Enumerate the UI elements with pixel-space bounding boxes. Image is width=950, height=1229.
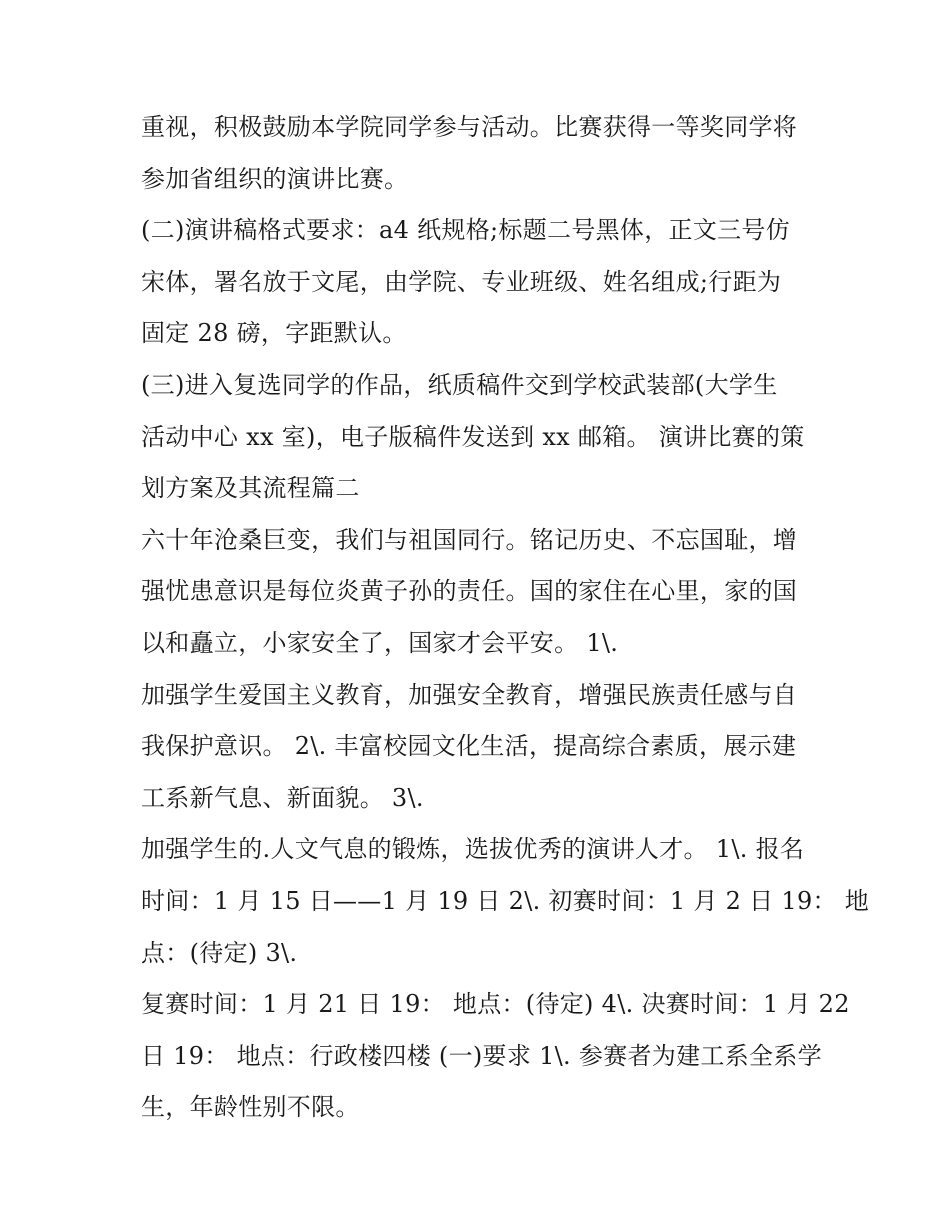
text-line: (二)演讲稿格式要求：a4 纸规格;标题二号黑体，正文三号仿 <box>141 216 791 245</box>
text-line: 固定 28 磅，字距默认。 <box>141 319 407 348</box>
text-line: 时间：1 月 15 日——1 月 19 日 2\. 初赛时间：1 月 2 日 19： 地 <box>141 886 870 915</box>
text-line: 加强学生爱国主义教育，加强安全教育，增强民族责任感与自 <box>141 680 798 709</box>
text-line: 参加省组织的演讲比赛。 <box>141 164 409 193</box>
text-line: 以和矗立，小家安全了，国家才会平安。 1\. <box>141 628 619 657</box>
text-line: 工系新气息、新面貌。 3\. <box>141 783 424 812</box>
text-line: 复赛时间：1 月 21 日 19： 地点：(待定) 4\. 决赛时间：1 月 22 <box>141 990 850 1019</box>
text-line: 我保护意识。 2\. 丰富校园文化生活，提高综合素质，展示建 <box>141 732 797 761</box>
text-line: 加强学生的.人文气息的锻炼，选拔优秀的演讲人才。 1\. 报名 <box>141 835 805 864</box>
text-line: 日 19： 地点：行政楼四楼 (一)要求 1\. 参赛者为建工系全系学 <box>141 1041 822 1070</box>
text-line: 强忧患意识是每位炎黄子孙的责任。国的家住在心里，家的国 <box>141 577 798 606</box>
text-line: 重视，积极鼓励本学院同学参与活动。比赛获得一等奖同学将 <box>141 113 798 141</box>
text-line: 生，年龄性别不限。 <box>141 1093 360 1122</box>
text-line: 划方案及其流程篇二 <box>141 474 360 503</box>
document-body <box>141 102 870 1134</box>
text-line: 活动中心 xx 室)，电子版稿件发送到 xx 邮箱。 演讲比赛的策 <box>141 422 805 451</box>
text-line: 宋体，署名放于文尾，由学院、专业班级、姓名组成;行距为 <box>141 267 782 296</box>
text-line: (三)进入复选同学的作品，纸质稿件交到学校武装部(大学生 <box>141 370 778 399</box>
text-line: 点：(待定) 3\. <box>141 938 298 967</box>
text-line: 六十年沧桑巨变，我们与祖国同行。铭记历史、不忘国耻，增 <box>141 525 798 554</box>
